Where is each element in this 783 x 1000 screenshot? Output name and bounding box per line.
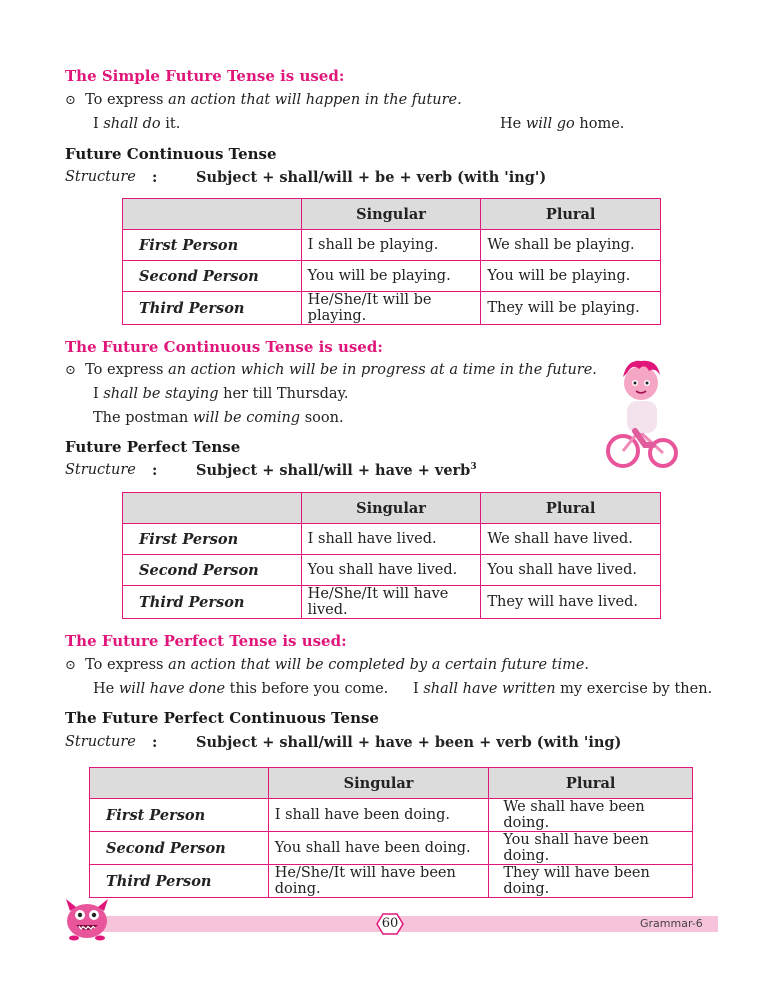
future-continuous-table [122,198,661,325]
boy-on-bicycle-illustration [605,353,680,475]
page-number: 60 [381,916,399,931]
future-continuous-example-1: I shall be staying her till Thursday. [93,386,349,402]
table-header-cell [90,768,269,799]
table-row [90,865,693,898]
table-row [123,524,661,555]
plural-cell: We shall be playing. [481,230,661,261]
table-header-row [90,768,693,799]
singular-cell: You shall have lived. [301,555,481,586]
book-label: Grammar-6 [640,917,703,930]
table-header-cell [123,493,302,524]
monster-mascot-icon [62,895,112,941]
future-perfect-example-2: I shall have written my exercise by then. [413,681,713,697]
plural-cell: You shall have been doing. [489,832,693,865]
future-continuous-bullet: ⊙ To express an action which will be in progress at a time in the future. [65,362,597,378]
future-perfect-continuous-table [89,767,693,898]
person-cell: Second Person [123,261,302,292]
table-row [123,586,661,619]
table-row [123,292,661,325]
simple-future-example-1: I shall do it. [93,116,181,132]
table-header-cell: Plural [481,493,661,524]
table-row [123,261,661,292]
person-cell: First Person [123,524,302,555]
singular-cell: You will be playing. [301,261,481,292]
singular-cell: He/She/It will have lived. [301,586,481,619]
table-header-cell: Singular [268,768,489,799]
future-continuous-example-2: The postman will be coming soon. [93,410,344,426]
singular-cell: You shall have been doing. [268,832,489,865]
table-header-row [123,493,661,524]
future-perfect-usage-heading: The Future Perfect Tense is used: [65,632,347,650]
plural-cell: They will have been doing. [489,865,693,898]
bullet-icon: ⊙ [65,363,76,378]
person-cell: Third Person [123,292,302,325]
future-perfect-bullet: ⊙ To express an action that will be completed by a certain future time. [65,657,590,673]
future-perfect-title: Future Perfect Tense [65,438,241,456]
future-continuous-structure: Structure : Subject + shall/will + be + verb (with 'ing') [65,169,547,186]
table-header-cell [123,199,302,230]
table-header-cell: Plural [489,768,693,799]
table-row [90,832,693,865]
plural-cell: They will have lived. [481,586,661,619]
plural-cell: We shall have lived. [481,524,661,555]
simple-future-bullet: ⊙ To express an action that will happen in the future. [65,92,462,108]
table-row [90,799,693,832]
future-continuous-usage-heading: The Future Continuous Tense is used: [65,338,383,356]
person-cell: First Person [123,230,302,261]
table-header-cell: Singular [301,199,481,230]
table-row [123,555,661,586]
simple-future-usage-heading: The Simple Future Tense is used: [65,67,345,85]
person-cell: Second Person [90,832,269,865]
future-perfect-continuous-structure: Structure : Subject + shall/will + have + been + verb (with 'ing) [65,734,622,751]
future-continuous-title: Future Continuous Tense [65,145,277,163]
table-row [123,230,661,261]
future-perfect-continuous-title: The Future Perfect Continuous Tense [65,709,379,727]
table-header-cell: Plural [481,199,661,230]
person-cell: Third Person [123,586,302,619]
singular-cell: I shall have lived. [301,524,481,555]
person-cell: First Person [90,799,269,832]
plural-cell: You will be playing. [481,261,661,292]
person-cell: Second Person [123,555,302,586]
singular-cell: I shall have been doing. [268,799,489,832]
plural-cell: We shall have been doing. [489,799,693,832]
person-cell: Third Person [90,865,269,898]
bullet-icon: ⊙ [65,658,76,673]
singular-cell: I shall be playing. [301,230,481,261]
footer-bar [95,916,718,932]
table-header-cell: Singular [301,493,481,524]
future-perfect-table [122,492,661,619]
simple-future-example-2: He will go home. [500,116,625,132]
future-perfect-example-1: He will have done this before you come. [93,681,389,697]
table-header-row [123,199,661,230]
singular-cell: He/She/It will have been doing. [268,865,489,898]
bullet-icon: ⊙ [65,93,76,108]
plural-cell: You shall have lived. [481,555,661,586]
plural-cell: They will be playing. [481,292,661,325]
future-perfect-structure: Structure : Subject + shall/will + have + verb$^3$ [65,462,477,479]
singular-cell: He/She/It will be playing. [301,292,481,325]
